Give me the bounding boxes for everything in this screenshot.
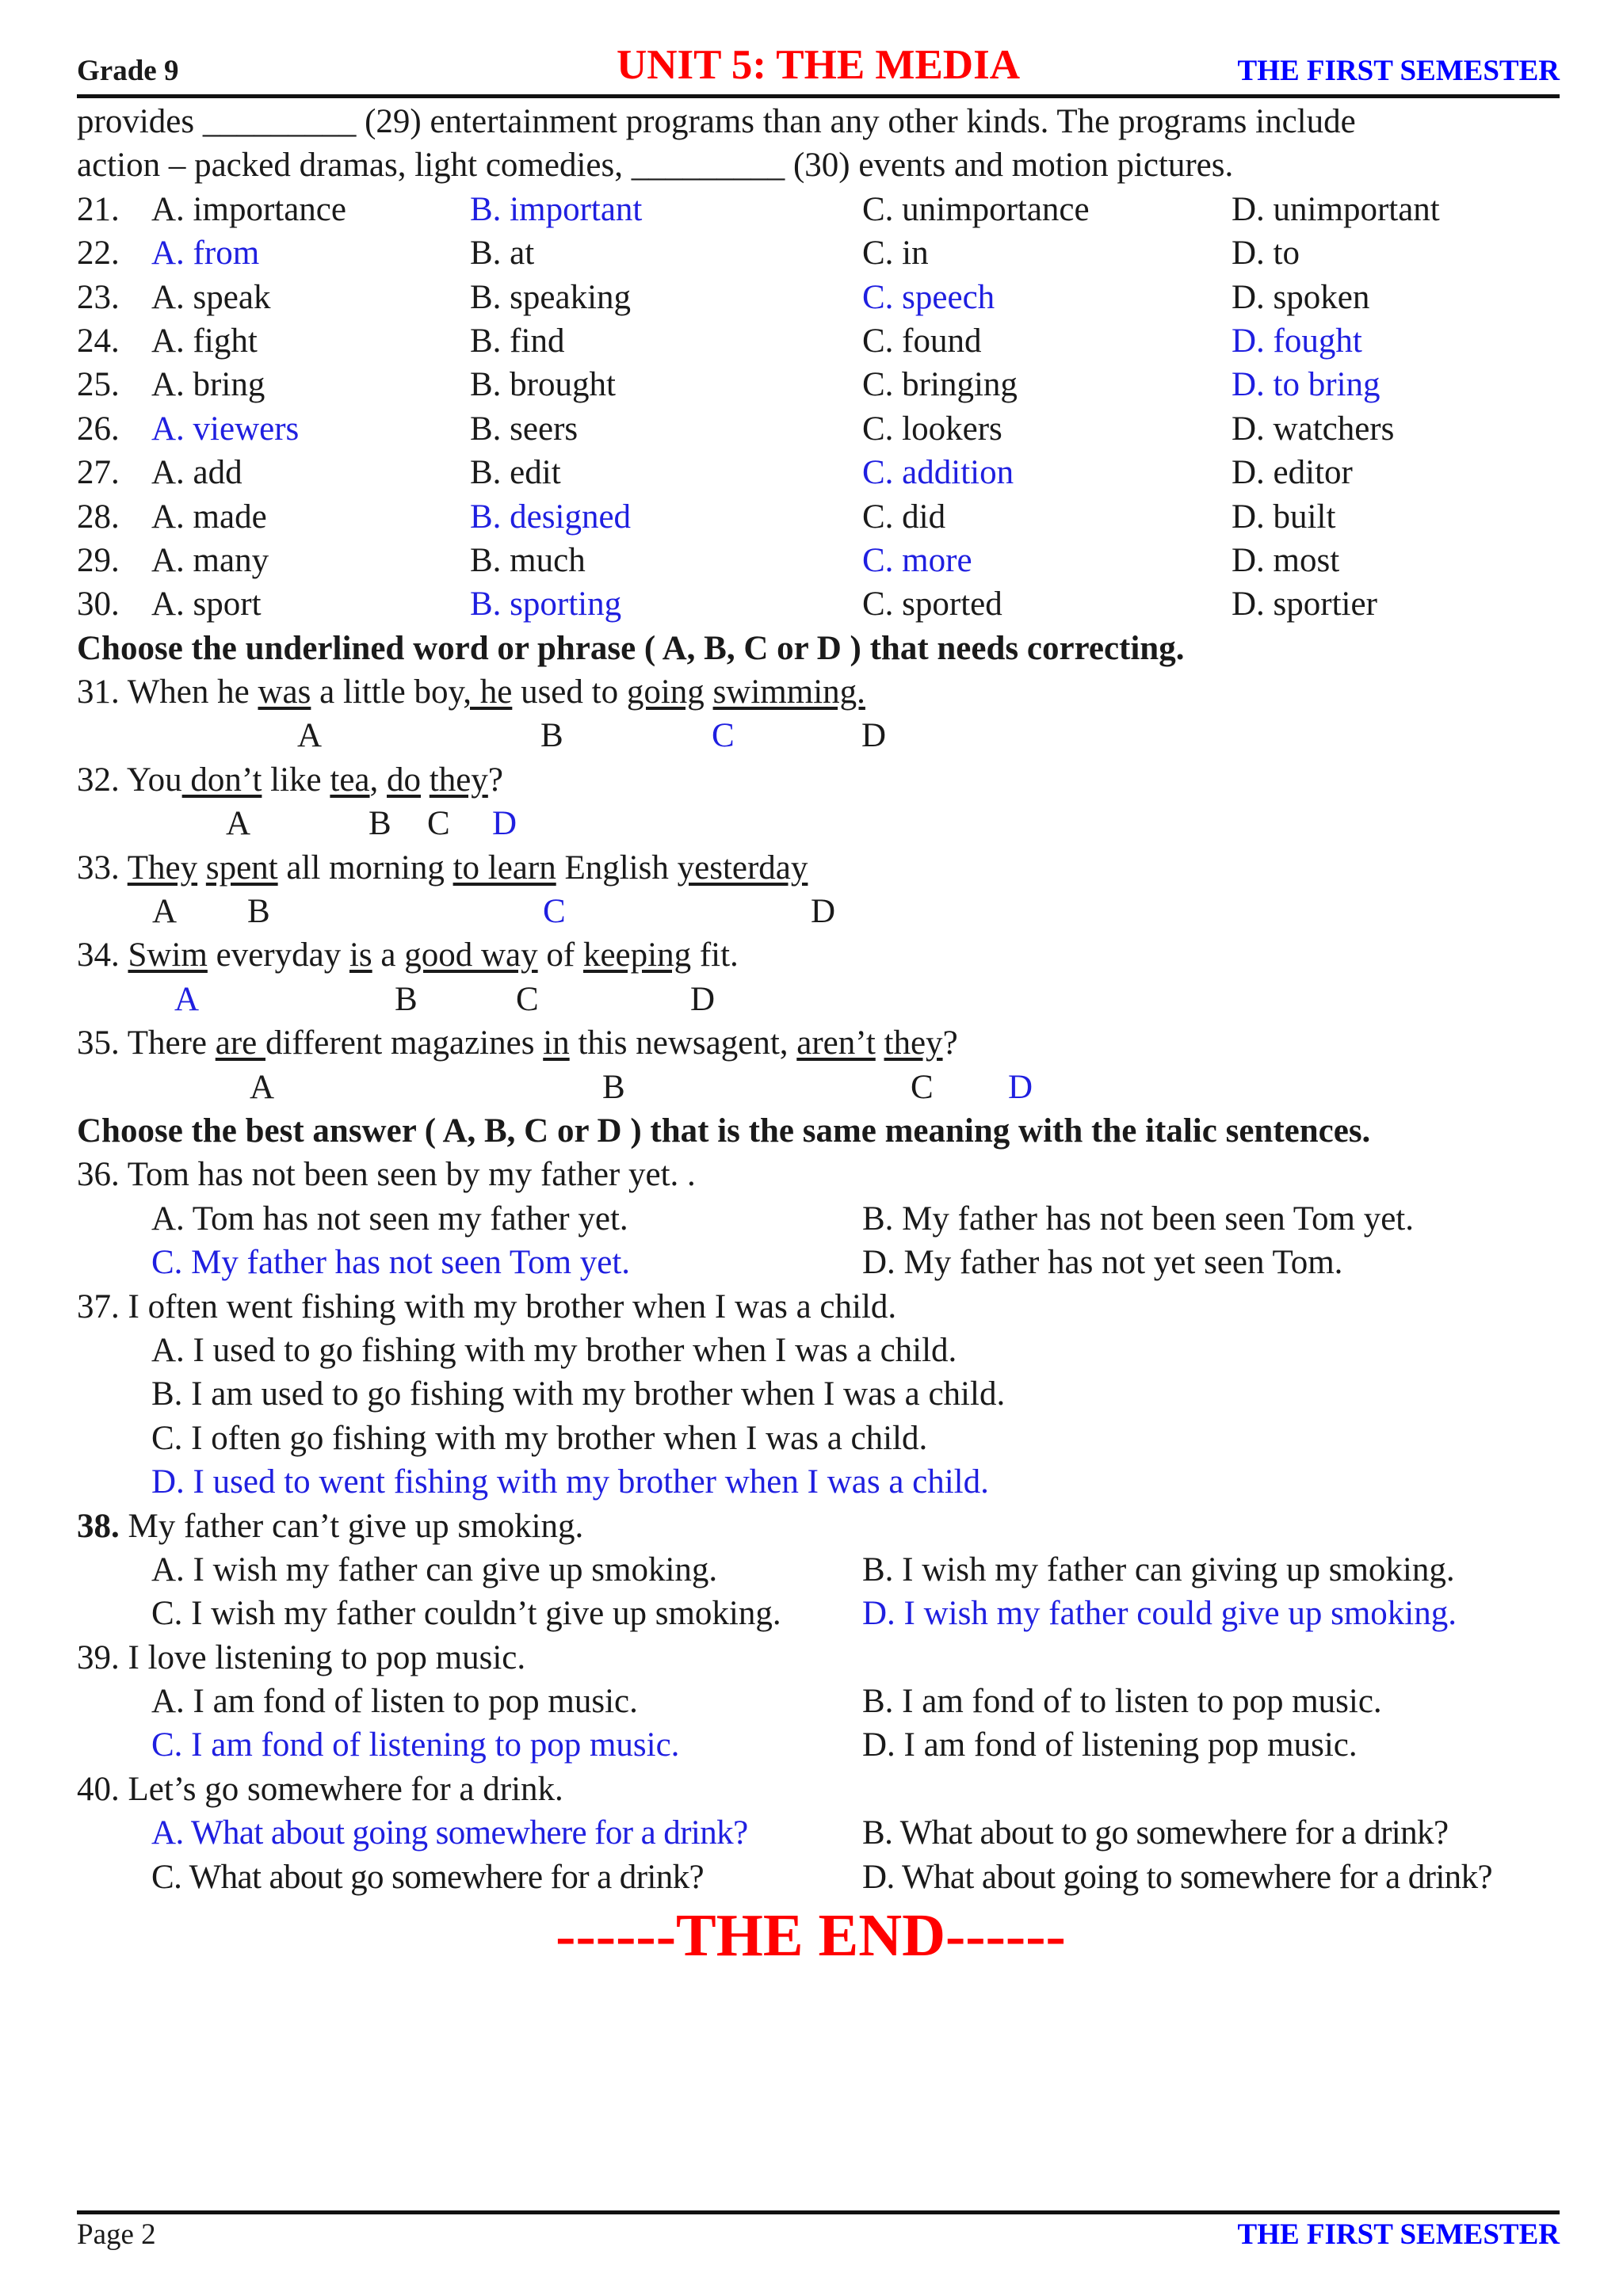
option-c-answer: C. speech <box>862 278 995 316</box>
text-segment: a <box>372 936 405 974</box>
underlined-option-a: don’t <box>181 761 262 799</box>
question-34 <box>77 933 1567 977</box>
option-a-answer: A. What about going somewhere for a drink? <box>151 1814 748 1852</box>
option-d: D. sportier <box>1232 585 1377 624</box>
question-35 <box>77 1021 1567 1065</box>
question-number: 23. <box>77 278 120 316</box>
option-c: C. in <box>862 235 929 273</box>
question-text: My father can’t give up smoking. <box>119 1507 584 1545</box>
underlined-option-b: is <box>349 936 372 974</box>
question-39-options-ab <box>77 1680 1567 1723</box>
question-37-option-c <box>77 1417 1567 1460</box>
letter-a: A <box>152 893 178 931</box>
mc-question-row <box>77 539 1567 582</box>
text-segment: fit. <box>691 936 739 974</box>
mc-question-row <box>77 231 1567 275</box>
option-a: A. made <box>151 498 267 536</box>
underlined-option-c: aren’t <box>796 1024 876 1062</box>
question-39-stem: 39. I love listening to pop music. <box>77 1638 526 1676</box>
question-38-options-cd <box>77 1592 1567 1635</box>
question-31 <box>77 670 1567 714</box>
letter-a: A <box>297 717 323 755</box>
underlined-option-a: was <box>258 673 311 711</box>
letter-b: B <box>602 1068 625 1106</box>
mc-question-row <box>77 363 1567 406</box>
underlined-option-c: good way <box>404 936 538 974</box>
underlined-option-a: Swim <box>128 936 208 974</box>
text-segment: 35. There <box>77 1024 216 1062</box>
option-c: C. bringing <box>862 366 1018 404</box>
question-39-options-cd <box>77 1723 1567 1767</box>
question-number: 22. <box>77 235 120 273</box>
mc-question-row <box>77 451 1567 494</box>
letter-b: B <box>247 893 270 931</box>
question-number: 26. <box>77 410 120 448</box>
text-segment <box>876 1024 884 1062</box>
header-rule <box>77 94 1560 98</box>
option-b-answer: B. sporting <box>470 585 622 624</box>
option-c: C. lookers <box>862 410 1002 448</box>
semester-label: THE FIRST SEMESTER <box>1237 55 1560 87</box>
mc-question-row <box>77 582 1567 626</box>
underlined-option-b: tea <box>330 761 370 799</box>
option-c: C. I wish my father couldn’t give up smoking. <box>151 1595 781 1633</box>
mc-question-row <box>77 319 1567 363</box>
underlined-option-b: spent <box>205 849 278 887</box>
option-b: B. I wish my father can giving up smoking. <box>862 1550 1455 1589</box>
option-d: D. What about going to somewhere for a drink? <box>862 1858 1492 1896</box>
underlined-option-a: are <box>215 1024 265 1062</box>
question-40-options-cd <box>77 1855 1567 1899</box>
question-number: 27. <box>77 454 120 492</box>
option-a: A. bring <box>151 366 265 404</box>
option-b: B. at <box>470 235 535 273</box>
option-a: A. I wish my father can give up smoking. <box>151 1550 718 1589</box>
option-a: A. speak <box>151 278 271 316</box>
text-segment: 33. <box>77 849 128 887</box>
option-c: C. did <box>862 498 946 536</box>
option-letters-34 <box>77 978 1567 1021</box>
text-segment: , <box>369 761 388 799</box>
page-header <box>77 41 1560 97</box>
option-a: A. importance <box>151 190 346 228</box>
option-d-answer: D. I wish my father could give up smoking. <box>862 1595 1457 1633</box>
question-number: 25. <box>77 366 120 404</box>
letter-d-answer: D <box>1008 1068 1033 1106</box>
letter-b: B <box>540 717 563 755</box>
question-number: 29. <box>77 541 120 579</box>
option-b-answer: B. designed <box>470 498 632 536</box>
letter-c: C <box>427 805 450 843</box>
underlined-option-d: they <box>429 761 488 799</box>
text-segment <box>421 761 430 799</box>
underlined-option-d: keeping <box>582 936 692 974</box>
question-37-option-b <box>77 1372 1567 1416</box>
question-38-options-ab <box>77 1548 1567 1592</box>
option-letters-35 <box>77 1066 1567 1109</box>
letter-d: D <box>811 893 836 931</box>
option-b: B. What about to go somewhere for a drink? <box>862 1814 1449 1852</box>
text-segment: used to <box>512 673 627 711</box>
passage-line: provides _________ (29) entertainment programs than any other kinds. The programs include <box>77 103 1356 140</box>
the-end-banner: ------THE END------ <box>556 1902 1066 1970</box>
question-number: 28. <box>77 498 120 536</box>
text-segment: everyday <box>207 936 349 974</box>
underlined-option-b: in <box>543 1024 570 1062</box>
text-segment: 32. You <box>77 761 182 799</box>
option-d: D. I am fond of listening pop music. <box>862 1726 1358 1764</box>
option-d: D. My father has not yet seen Tom. <box>862 1244 1343 1282</box>
letter-a: A <box>226 805 251 843</box>
text-segment: different magazines <box>265 1024 544 1062</box>
grade-label: Grade 9 <box>77 55 179 87</box>
mc-question-row <box>77 407 1567 451</box>
text-segment <box>197 849 206 887</box>
mc-question-row <box>77 276 1567 319</box>
text-segment: of <box>537 936 583 974</box>
option-a: A. many <box>151 541 269 579</box>
option-d: D. unimportant <box>1232 190 1440 228</box>
underlined-option-c: to learn <box>453 849 556 887</box>
option-d-answer: D. fought <box>1232 322 1362 360</box>
option-b: B. seers <box>470 410 579 448</box>
question-37-option-a <box>77 1329 1567 1372</box>
option-c: C. What about go somewhere for a drink? <box>151 1858 705 1896</box>
underlined-option-b: , he <box>463 673 513 711</box>
option-b: B. edit <box>470 454 561 492</box>
option-d-answer: D. to bring <box>1232 366 1381 404</box>
multiple-choice-list <box>77 188 1567 627</box>
question-33 <box>77 846 1567 890</box>
unit-title: UNIT 5: THE MEDIA <box>617 42 1020 88</box>
footer-semester-label: THE FIRST SEMESTER <box>1237 2218 1560 2251</box>
option-letters-31 <box>77 714 1567 757</box>
option-c: C. sported <box>862 585 1002 624</box>
question-number: 21. <box>77 190 120 228</box>
page-number: Page 2 <box>77 2218 156 2251</box>
option-c-answer: C. more <box>862 541 972 579</box>
option-b: B. I am fond of to listen to pop music. <box>862 1683 1382 1721</box>
option-d: D. spoken <box>1232 278 1370 316</box>
letter-d-answer: D <box>492 805 517 843</box>
question-37-option-d <box>77 1460 1567 1504</box>
underlined-option-c: do <box>387 761 422 799</box>
option-a: A. I am fond of listen to pop music. <box>151 1683 638 1721</box>
option-c: C. found <box>862 322 982 360</box>
section-title-same-meaning: Choose the best answer ( A, B, C or D ) that is the same meaning with the italic sentences. <box>77 1112 1371 1150</box>
option-d-answer: D. I used to went fishing with my brother when I was a child. <box>151 1463 989 1501</box>
question-40-stem: 40. Let’s go somewhere for a drink. <box>77 1770 563 1808</box>
letter-c-answer: C <box>712 717 735 755</box>
option-d: D. editor <box>1232 454 1353 492</box>
option-b: B. I am used to go fishing with my brother when I was a child. <box>151 1375 1006 1413</box>
option-d: D. built <box>1232 498 1336 536</box>
mc-question-row <box>77 188 1567 231</box>
question-36-stem: 36. Tom has not been seen by my father yet. . <box>77 1156 696 1194</box>
mc-question-row <box>77 495 1567 539</box>
question-37-stem: 37. I often went fishing with my brother when I was a child. <box>77 1287 897 1325</box>
text-segment: all morning <box>277 849 453 887</box>
underlined-option-d: they <box>884 1024 943 1062</box>
option-a-answer: A. from <box>151 235 260 273</box>
question-number: 24. <box>77 322 120 360</box>
option-c-answer: C. My father has not seen Tom yet. <box>151 1244 631 1282</box>
letter-a: A <box>250 1068 275 1106</box>
option-letters-33 <box>77 890 1567 933</box>
letter-c: C <box>911 1068 934 1106</box>
option-d: D. to <box>1232 235 1300 273</box>
text-segment: a little boy <box>311 673 464 711</box>
underlined-option-a: They <box>127 849 198 887</box>
option-b: B. brought <box>470 366 616 404</box>
option-c-answer: C. I am fond of listening to pop music. <box>151 1726 680 1764</box>
text-segment: this newsagent, <box>569 1024 797 1062</box>
letter-c-answer: C <box>543 893 566 931</box>
letter-b: B <box>395 980 418 1018</box>
text-segment: English <box>556 849 678 887</box>
option-c: C. I often go fishing with my brother when I was a child. <box>151 1419 928 1457</box>
option-b: B. speaking <box>470 278 632 316</box>
option-a: A. I used to go fishing with my brother when I was a child. <box>151 1331 957 1369</box>
page-footer <box>77 2218 1560 2257</box>
section-title-error-correction: Choose the underlined word or phrase ( A, B, C or D ) that needs correcting. <box>77 629 1185 667</box>
question-40-options-ab <box>77 1811 1567 1855</box>
option-d: D. most <box>1232 541 1340 579</box>
question-38-stem <box>77 1505 1567 1548</box>
text-segment: 34. <box>77 936 128 974</box>
underlined-option-c: going <box>626 673 705 711</box>
worksheet-content <box>77 100 1567 1970</box>
option-d: D. watchers <box>1232 410 1395 448</box>
underlined-option-d: yesterday <box>677 849 808 887</box>
letter-a-answer: A <box>174 980 200 1018</box>
option-b-answer: B. important <box>470 190 643 228</box>
option-a: A. fight <box>151 322 258 360</box>
letter-b: B <box>369 805 391 843</box>
question-36-options-cd <box>77 1241 1567 1284</box>
text-segment: ? <box>942 1024 958 1062</box>
underlined-option-d: swimming. <box>712 673 865 711</box>
option-a: A. sport <box>151 585 262 624</box>
option-b: B. My father has not been seen Tom yet. <box>862 1199 1414 1238</box>
question-36-options-ab <box>77 1197 1567 1241</box>
letter-d: D <box>861 717 887 755</box>
option-letters-32 <box>77 802 1567 845</box>
footer-rule <box>77 2210 1560 2214</box>
text-segment: 31. When he <box>77 673 258 711</box>
option-a: A. add <box>151 454 242 492</box>
text-segment: ? <box>487 761 503 799</box>
option-c: C. unimportance <box>862 190 1090 228</box>
question-32 <box>77 758 1567 802</box>
text-segment: like <box>262 761 330 799</box>
text-segment <box>705 673 713 711</box>
question-number: 30. <box>77 585 120 624</box>
option-a-answer: A. viewers <box>151 410 300 448</box>
option-a: A. Tom has not seen my father yet. <box>151 1199 628 1238</box>
letter-c: C <box>516 980 539 1018</box>
option-c-answer: C. addition <box>862 454 1014 492</box>
passage-line: action – packed dramas, light comedies, _________ (30) events and motion pictures. <box>77 147 1234 185</box>
option-b: B. much <box>470 541 586 579</box>
option-b: B. find <box>470 322 565 360</box>
letter-d: D <box>690 980 716 1018</box>
question-number: 38. <box>77 1507 120 1545</box>
